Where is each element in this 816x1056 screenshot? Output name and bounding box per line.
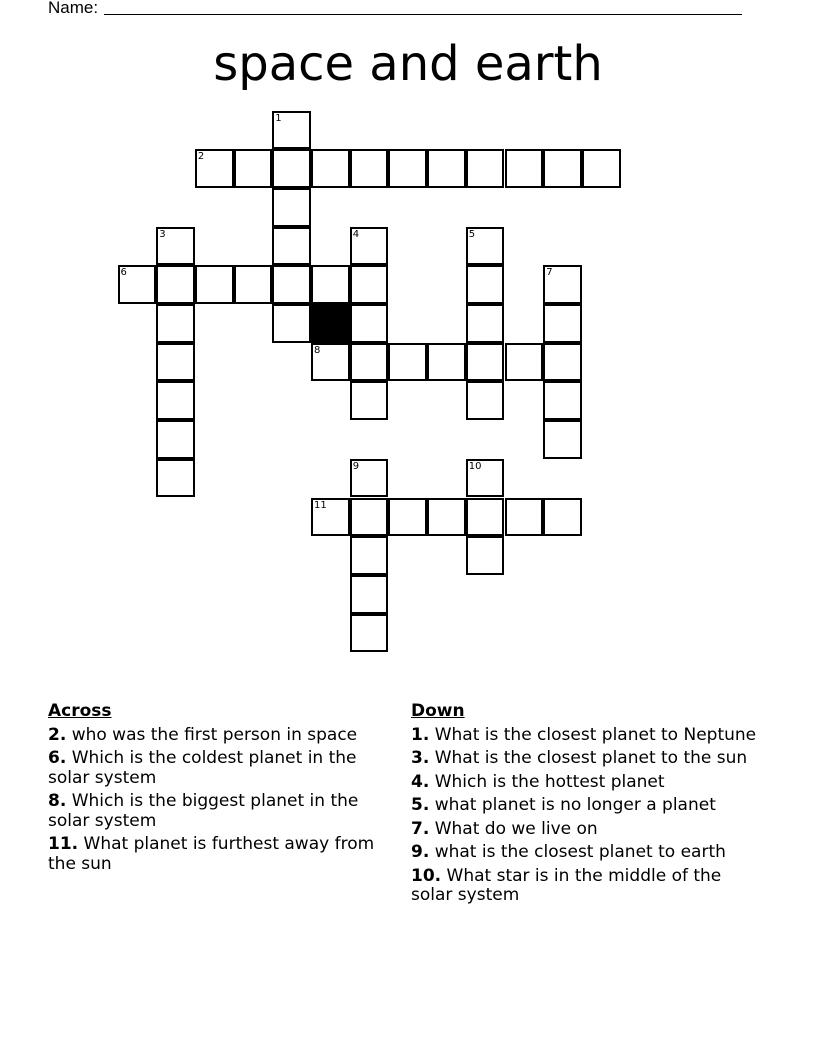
grid-cell[interactable] <box>350 614 389 653</box>
clue-text: what is the closest planet to earth <box>434 842 726 862</box>
grid-cell[interactable] <box>466 536 505 575</box>
clue-text: Which is the biggest planet in the solar system <box>48 791 359 831</box>
clue-number: 4. <box>411 771 430 792</box>
grid-cell[interactable] <box>543 498 582 537</box>
clue-number: 2. <box>48 724 67 745</box>
grid-cell[interactable] <box>350 227 389 266</box>
grid-cell[interactable] <box>466 381 505 420</box>
clue-down <box>411 726 761 746</box>
clue-text: What do we live on <box>434 818 598 839</box>
grid-cell[interactable] <box>427 343 466 382</box>
clue-text: What is the closest planet to the sun <box>434 748 748 768</box>
cell-number: 11 <box>314 499 327 511</box>
clue-text: What star is in the middle of the solar system <box>411 865 722 905</box>
clue-across <box>48 835 398 874</box>
grid-cell[interactable] <box>350 498 389 537</box>
grid-cell[interactable] <box>156 459 195 498</box>
grid-cell[interactable] <box>350 265 389 304</box>
name-label: Name: <box>48 0 99 17</box>
grid-cell[interactable] <box>582 149 621 188</box>
clue-number: 9. <box>411 842 430 862</box>
grid-cell[interactable] <box>156 381 195 420</box>
grid-cell[interactable] <box>195 265 234 304</box>
grid-cell[interactable] <box>466 149 505 188</box>
grid-cell[interactable] <box>466 304 505 343</box>
across-clues <box>48 702 398 878</box>
grid-cell[interactable] <box>466 459 505 498</box>
grid-cell[interactable] <box>543 420 582 459</box>
clue-down <box>411 820 761 840</box>
clue-across <box>48 792 398 831</box>
clue-down <box>411 773 761 793</box>
cell-number: 10 <box>468 460 482 472</box>
cell-number: 8 <box>314 344 321 356</box>
clue-number: 6. <box>48 748 67 768</box>
grid-cell[interactable] <box>156 420 195 459</box>
grid-cell[interactable] <box>427 498 466 537</box>
grid-cell[interactable] <box>466 265 505 304</box>
clue-down <box>411 843 761 863</box>
clue-text: Which is the coldest planet in the solar system <box>48 748 357 788</box>
grid-cell[interactable] <box>156 304 195 343</box>
grid-cell[interactable] <box>350 459 389 498</box>
grid-cell[interactable] <box>311 498 350 537</box>
grid-cell[interactable] <box>505 343 544 382</box>
clue-number: 11. <box>48 834 79 854</box>
grid-cell[interactable] <box>311 343 350 382</box>
grid-cell[interactable] <box>466 498 505 537</box>
grid-cell[interactable] <box>388 498 427 537</box>
clue-number: 1. <box>411 724 430 745</box>
grid-cell[interactable] <box>543 304 582 343</box>
grid-cell[interactable] <box>350 149 389 188</box>
grid-cell[interactable] <box>466 343 505 382</box>
down-clues <box>411 702 761 910</box>
clue-text: what planet is no longer a planet <box>434 795 716 815</box>
grid-cell[interactable] <box>505 149 544 188</box>
clue-down <box>411 867 761 906</box>
page-title: space and earth <box>213 36 603 92</box>
grid-cell[interactable] <box>466 227 505 266</box>
grid-cell[interactable] <box>505 498 544 537</box>
grid-cell[interactable] <box>156 343 195 382</box>
grid-cell[interactable] <box>311 149 350 188</box>
clue-down <box>411 749 761 769</box>
cell-number: 5 <box>468 228 476 240</box>
clue-text: What planet is furthest away from the sun <box>48 834 375 874</box>
grid-cell[interactable] <box>272 304 311 343</box>
grid-cell[interactable] <box>543 343 582 382</box>
grid-cell[interactable] <box>543 149 582 188</box>
down-heading: Down <box>411 701 465 721</box>
grid-cell[interactable] <box>272 149 311 188</box>
clue-number: 3. <box>411 748 430 768</box>
grid-cell[interactable] <box>118 265 157 304</box>
grid-cell[interactable] <box>156 227 195 266</box>
cell-number: 1 <box>275 112 282 124</box>
cell-number: 3 <box>159 228 166 240</box>
cell-number: 4 <box>352 228 360 240</box>
grid-cell[interactable] <box>311 265 350 304</box>
cell-number: 2 <box>197 151 205 163</box>
clue-across <box>48 726 398 746</box>
cell-number: 7 <box>546 267 553 279</box>
grid-cell[interactable] <box>272 111 311 150</box>
grid-cell[interactable] <box>350 381 389 420</box>
clue-number: 8. <box>48 791 67 811</box>
grid-cell[interactable] <box>543 381 582 420</box>
clue-number: 7. <box>411 818 430 839</box>
grid-cell[interactable] <box>195 149 234 188</box>
grid-cell[interactable] <box>272 227 311 266</box>
grid-cell[interactable] <box>234 265 273 304</box>
grid-cell[interactable] <box>350 343 389 382</box>
grid-cell[interactable] <box>388 343 427 382</box>
clue-text: What is the closest planet to Neptune <box>434 724 757 745</box>
clue-text: who was the first person in space <box>71 724 358 745</box>
grid-cell[interactable] <box>272 265 311 304</box>
clue-number: 5. <box>411 795 430 815</box>
across-heading: Across <box>48 701 112 721</box>
grid-cell[interactable] <box>350 304 389 343</box>
clue-text: Which is the hottest planet <box>434 771 665 792</box>
grid-block-cell <box>311 304 350 343</box>
grid-cell[interactable] <box>156 265 195 304</box>
grid-cell[interactable] <box>350 536 389 575</box>
grid-cell[interactable] <box>427 149 466 188</box>
clue-down <box>411 796 761 816</box>
grid-cell[interactable] <box>543 265 582 304</box>
cell-number: 6 <box>120 267 127 279</box>
grid-cell[interactable] <box>388 149 427 188</box>
grid-cell[interactable] <box>272 188 311 227</box>
grid-cell[interactable] <box>234 149 273 188</box>
clue-across <box>48 749 398 788</box>
clue-number: 10. <box>411 865 442 886</box>
grid-cell[interactable] <box>350 575 389 614</box>
cell-number: 9 <box>352 460 360 472</box>
